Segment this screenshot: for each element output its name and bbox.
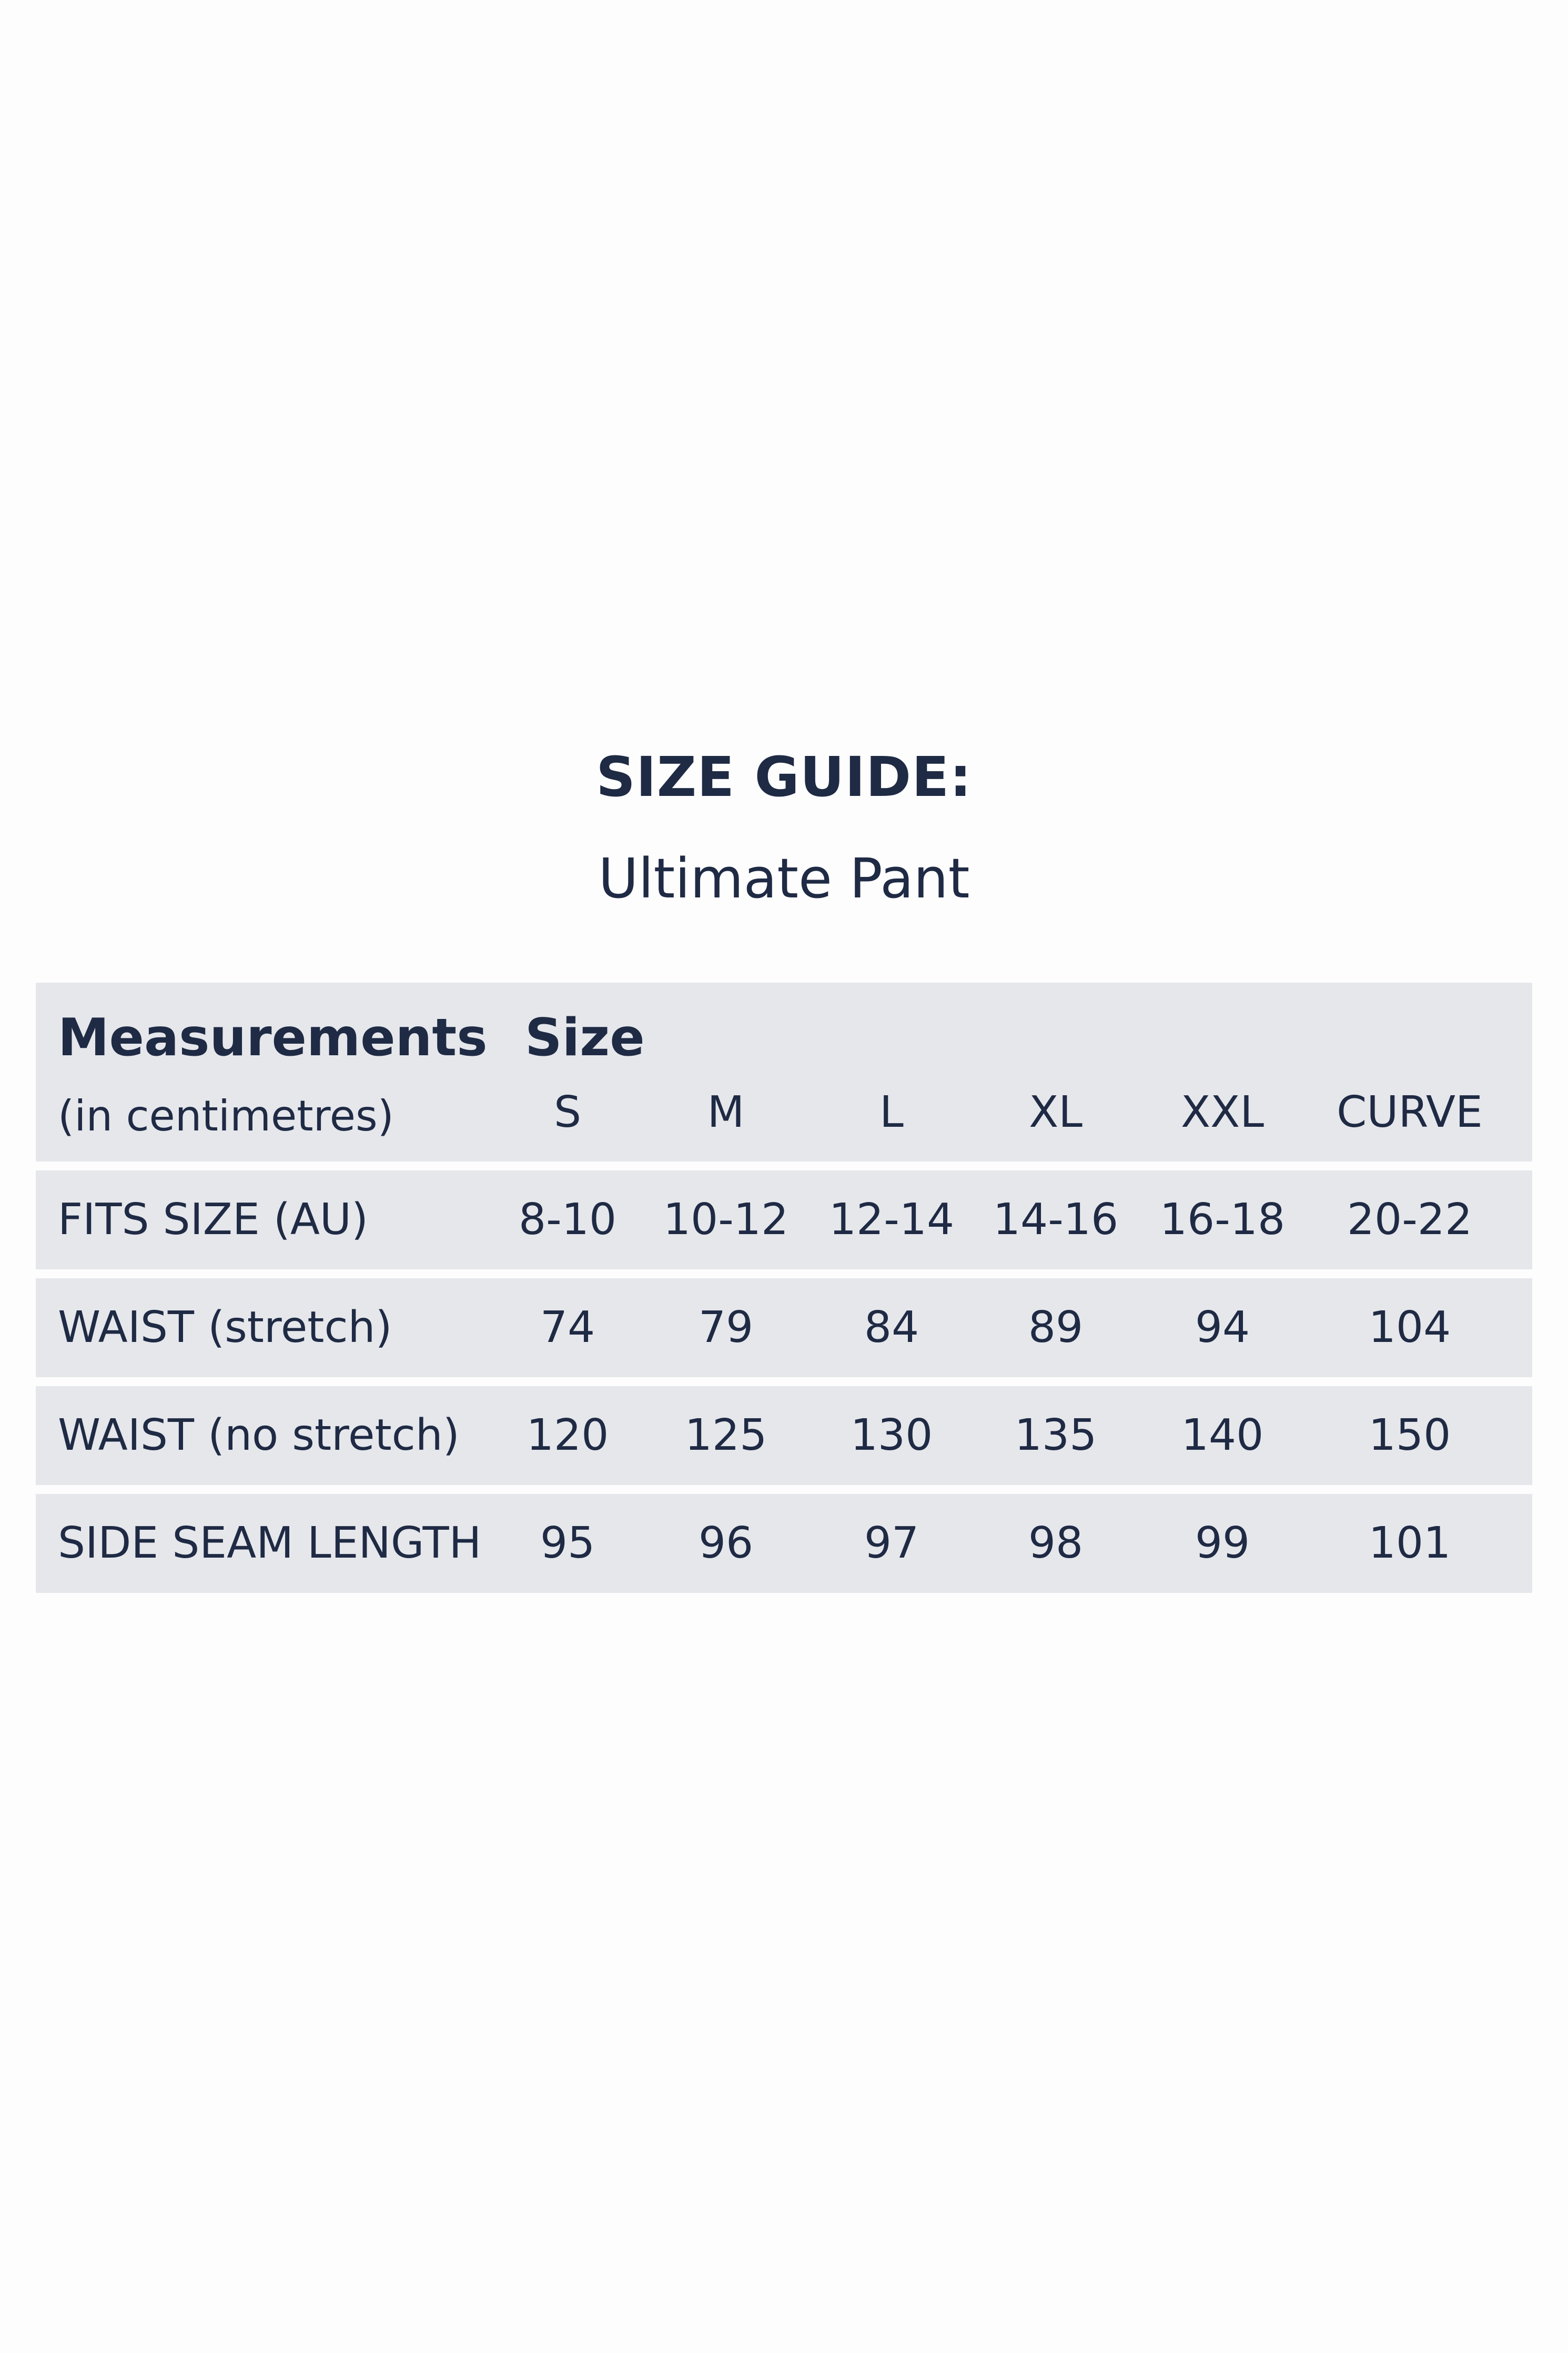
table-row (36, 1170, 1532, 1269)
table-cell: 98 (1028, 1518, 1084, 1568)
table-cell: 95 (540, 1518, 595, 1568)
table-cell: 16-18 (1159, 1195, 1286, 1245)
table-cell: 125 (684, 1410, 767, 1460)
table-cell: 12-14 (828, 1195, 955, 1245)
table-cell: 97 (864, 1518, 919, 1568)
page-title: SIZE GUIDE: (596, 745, 972, 809)
table-cell: 150 (1368, 1410, 1451, 1460)
table-cell: 130 (850, 1410, 933, 1460)
row-label: SIDE SEAM LENGTH (58, 1518, 482, 1568)
table-row (36, 1278, 1532, 1377)
table-cell: 120 (526, 1410, 609, 1460)
unit-label: (in centimetres) (58, 1092, 394, 1140)
table-cell: 89 (1028, 1302, 1084, 1352)
column-header: S (553, 1087, 582, 1137)
column-header: XL (1029, 1087, 1083, 1137)
table-cell: 94 (1195, 1302, 1250, 1352)
table-cell: 101 (1368, 1518, 1451, 1568)
table-cell: 14-16 (993, 1195, 1119, 1245)
table-cell: 135 (1014, 1410, 1097, 1460)
table-cell: 20-22 (1347, 1195, 1473, 1245)
table-cell: 10-12 (663, 1195, 789, 1245)
table-cell: 140 (1181, 1410, 1264, 1460)
table-header-row (36, 983, 1532, 1162)
table-cell: 8-10 (518, 1195, 617, 1245)
size-heading: Size (525, 1008, 645, 1068)
row-label: WAIST (stretch) (58, 1302, 392, 1352)
table-cell: 79 (698, 1302, 754, 1352)
table-cell: 96 (698, 1518, 754, 1568)
column-header: M (707, 1087, 745, 1137)
measurements-heading: Measurements (58, 1008, 488, 1068)
row-label: WAIST (no stretch) (58, 1410, 460, 1460)
table-cell: 74 (540, 1302, 595, 1352)
table-cell: 84 (864, 1302, 919, 1352)
table-cell: 99 (1195, 1518, 1250, 1568)
row-label: FITS SIZE (AU) (58, 1195, 368, 1245)
table-row (36, 1494, 1532, 1593)
product-name: Ultimate Pant (598, 846, 970, 911)
column-header: L (879, 1087, 904, 1137)
size-table (36, 983, 1532, 1602)
table-row (36, 1386, 1532, 1485)
column-header: CURVE (1337, 1087, 1483, 1137)
table-cell: 104 (1368, 1302, 1451, 1352)
column-header: XXL (1180, 1087, 1264, 1137)
